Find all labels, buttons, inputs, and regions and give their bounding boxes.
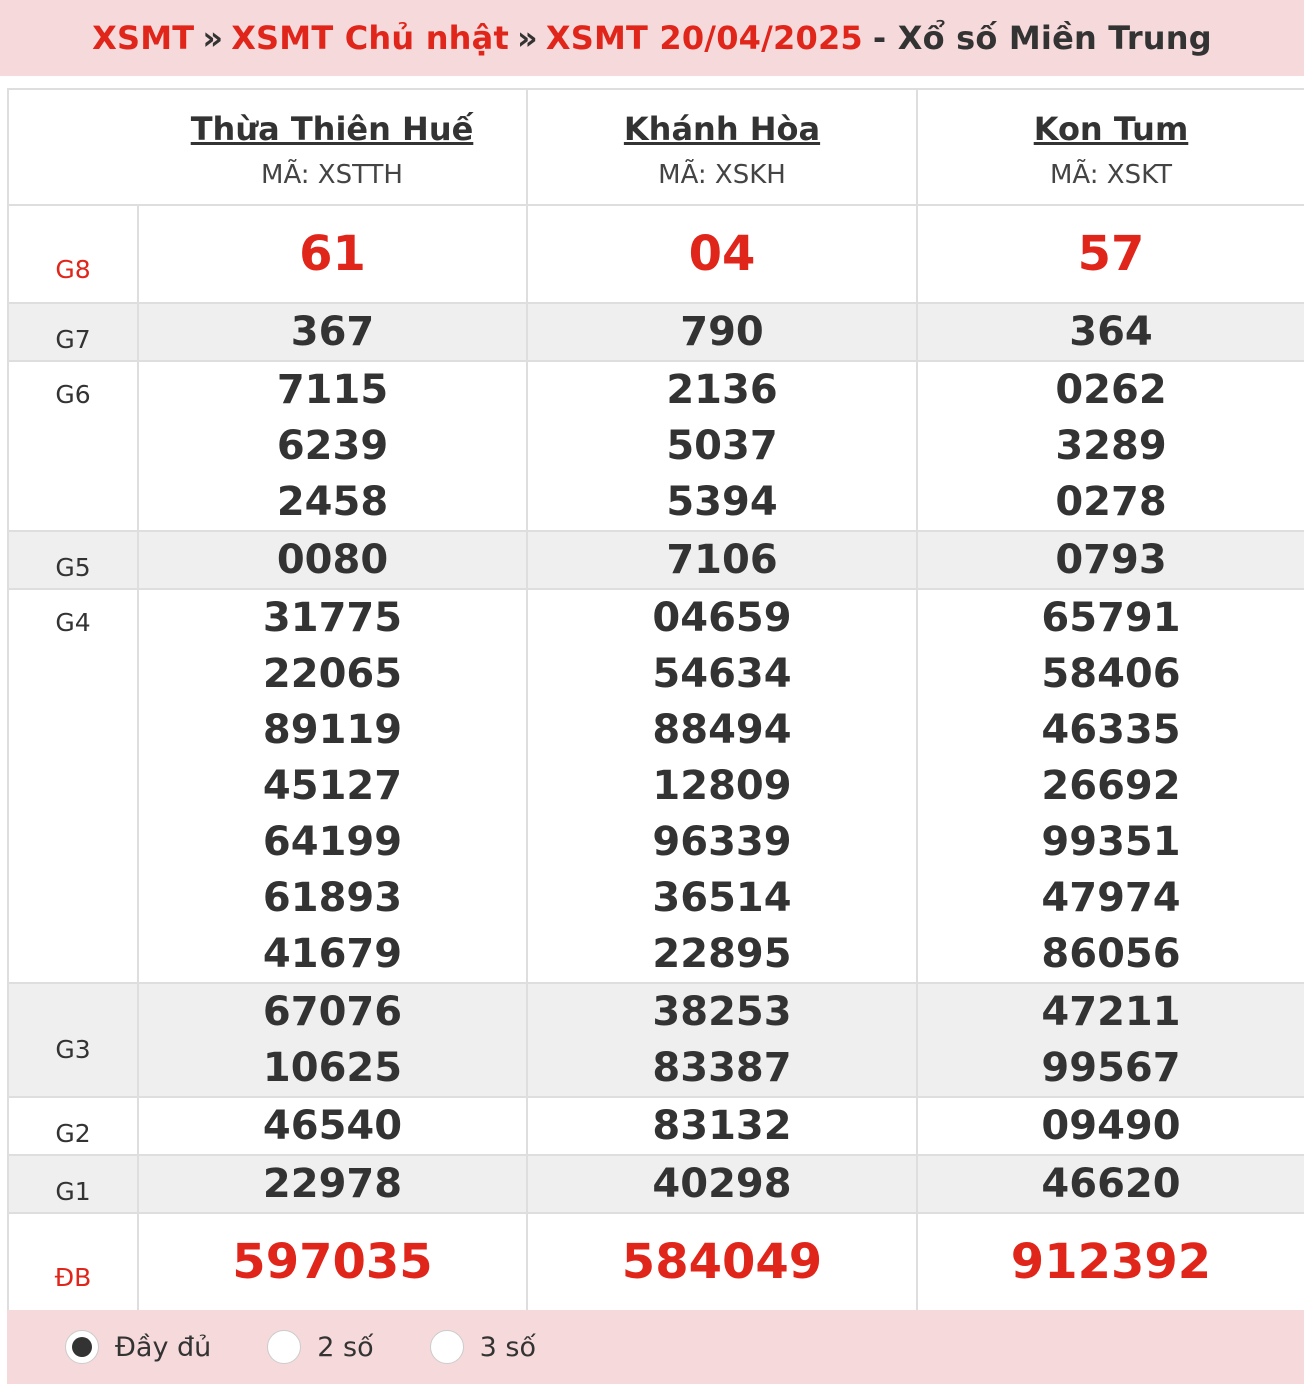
prize-row-g5	[8, 531, 1304, 589]
prize-number: 88494	[652, 707, 792, 753]
prize-number: 40298	[652, 1161, 792, 1207]
prize-number: 22065	[262, 651, 403, 697]
breadcrumb-link-date[interactable]: XSMT 20/04/2025	[545, 19, 863, 57]
province-code: MÃ: XSKH	[658, 160, 786, 190]
display-options-bar	[7, 1310, 1304, 1384]
prize-number: 6239	[276, 423, 389, 469]
prize-label: G3	[8, 983, 138, 1097]
prize-number: 41679	[262, 931, 403, 977]
prize-number: 2458	[276, 479, 389, 525]
province-link-khanh-hoa[interactable]: Khánh Hòa	[623, 110, 821, 148]
prize-cell	[138, 589, 527, 983]
prize-number: 912392	[1010, 1234, 1212, 1290]
corner-cell	[8, 89, 138, 205]
prize-rows	[8, 205, 1304, 1311]
prize-cell	[527, 531, 917, 589]
prize-cell	[527, 983, 917, 1097]
breadcrumb-link-sunday[interactable]: XSMT Chủ nhật	[231, 19, 509, 57]
province-link-hue[interactable]: Thừa Thiên Huế	[190, 110, 474, 148]
prize-number: 89119	[262, 707, 403, 753]
province-header-khanh-hoa	[527, 89, 917, 205]
prize-row-g3	[8, 983, 1304, 1097]
prize-label: G5	[8, 531, 138, 589]
province-header-row	[8, 89, 1304, 205]
prize-cell	[138, 205, 527, 303]
prize-number: 47211	[1041, 989, 1181, 1035]
prize-number: 597035	[232, 1234, 433, 1290]
breadcrumb-tail: - Xổ số Miền Trung	[872, 19, 1212, 57]
prize-label: G6	[8, 361, 138, 531]
prize-cell	[138, 1097, 527, 1155]
prize-number: 38253	[652, 989, 792, 1035]
radio-selected-dot-icon	[72, 1337, 92, 1357]
breadcrumb-separator-icon: »	[516, 19, 538, 57]
prize-cell	[917, 1097, 1304, 1155]
prize-number: 0262	[1055, 367, 1167, 413]
prize-number: 54634	[652, 651, 792, 697]
prize-cell	[138, 1213, 527, 1311]
prize-cell	[917, 1213, 1304, 1311]
option-2-digits[interactable]	[267, 1330, 373, 1364]
prize-cell	[917, 205, 1304, 303]
prize-number: 790	[680, 309, 764, 355]
breadcrumb-separator-icon: »	[202, 19, 224, 57]
prize-number: 12809	[652, 763, 792, 809]
prize-number: 367	[290, 309, 375, 355]
prize-cell	[138, 303, 527, 361]
prize-label: G1	[8, 1155, 138, 1213]
province-header-kon-tum	[917, 89, 1304, 205]
prize-label: G4	[8, 589, 138, 983]
prize-number: 58406	[1041, 651, 1181, 697]
prize-cell	[917, 983, 1304, 1097]
option-label: Đầy đủ	[115, 1331, 212, 1363]
prize-number: 96339	[652, 819, 792, 865]
prize-cell	[527, 361, 917, 531]
prize-row-g2	[8, 1097, 1304, 1155]
radio-full[interactable]	[65, 1330, 99, 1364]
prize-number: 61893	[262, 875, 403, 921]
prize-number: 5037	[666, 423, 778, 469]
prize-number: 31775	[262, 595, 403, 641]
prize-cell	[138, 1155, 527, 1213]
prize-cell	[527, 1213, 917, 1311]
prize-label: ĐB	[8, 1213, 138, 1311]
prize-cell	[917, 1155, 1304, 1213]
prize-number: 0793	[1055, 537, 1167, 583]
prize-number: 22895	[652, 931, 792, 977]
prize-number: 584049	[621, 1234, 823, 1290]
prize-cell	[917, 531, 1304, 589]
prize-number: 2136	[666, 367, 778, 413]
radio-3-digits[interactable]	[430, 1330, 464, 1364]
prize-row-g4	[8, 589, 1304, 983]
prize-number: 04	[688, 226, 756, 282]
prize-number: 26692	[1041, 763, 1181, 809]
prize-cell	[917, 589, 1304, 983]
prize-label: G2	[8, 1097, 138, 1155]
prize-number: 45127	[262, 763, 403, 809]
option-label: 3 số	[479, 1331, 536, 1363]
prize-number: 364	[1069, 309, 1153, 355]
prize-row-g8	[8, 205, 1304, 303]
prize-number: 46620	[1041, 1161, 1181, 1207]
prize-number: 64199	[262, 819, 403, 865]
prize-number: 04659	[652, 595, 792, 641]
prize-cell	[527, 205, 917, 303]
prize-row-g1	[8, 1155, 1304, 1213]
page-header	[0, 0, 1304, 76]
prize-number: 99351	[1041, 819, 1181, 865]
prize-number: 46335	[1041, 707, 1181, 753]
prize-number: 99567	[1041, 1045, 1181, 1091]
province-code: MÃ: XSTTH	[261, 160, 403, 190]
prize-number: 83387	[652, 1045, 792, 1091]
prize-number: 09490	[1041, 1103, 1181, 1149]
prize-cell	[527, 303, 917, 361]
prize-row-g7	[8, 303, 1304, 361]
prize-number: 36514	[652, 875, 792, 921]
prize-row-g6	[8, 361, 1304, 531]
prize-number: 86056	[1041, 931, 1181, 977]
prize-label: G7	[8, 303, 138, 361]
province-header-hue	[138, 89, 527, 205]
results-container	[7, 88, 1304, 1312]
prize-label: G8	[8, 205, 138, 303]
prize-number: 3289	[1055, 423, 1167, 469]
prize-number: 0278	[1055, 479, 1167, 525]
province-code: MÃ: XSKT	[1049, 160, 1172, 190]
breadcrumb-link-xsmt[interactable]: XSMT	[92, 19, 195, 57]
prize-number: 22978	[262, 1161, 403, 1207]
province-link-kon-tum[interactable]: Kon Tum	[1033, 110, 1189, 148]
prize-number: 10625	[262, 1045, 403, 1091]
prize-cell	[138, 361, 527, 531]
option-label: 2 số	[317, 1331, 374, 1363]
prize-number: 46540	[262, 1103, 403, 1149]
prize-row-đb	[8, 1213, 1304, 1311]
prize-number: 65791	[1041, 595, 1181, 641]
option-full[interactable]	[65, 1330, 211, 1364]
option-3-digits[interactable]	[430, 1330, 536, 1364]
prize-cell	[138, 531, 527, 589]
prize-number: 83132	[652, 1103, 792, 1149]
prize-number: 47974	[1041, 875, 1181, 921]
prize-number: 7106	[666, 537, 778, 583]
prize-cell	[527, 589, 917, 983]
prize-number: 5394	[666, 479, 778, 525]
prize-number: 0080	[276, 537, 389, 583]
prize-number: 61	[299, 226, 366, 282]
prize-cell	[527, 1097, 917, 1155]
prize-number: 57	[1077, 226, 1145, 282]
results-table	[7, 88, 1304, 1312]
prize-cell	[917, 303, 1304, 361]
prize-cell	[527, 1155, 917, 1213]
prize-number: 7115	[276, 367, 389, 413]
prize-number: 67076	[262, 989, 403, 1035]
prize-cell	[917, 361, 1304, 531]
radio-2-digits[interactable]	[267, 1330, 301, 1364]
prize-cell	[138, 983, 527, 1097]
